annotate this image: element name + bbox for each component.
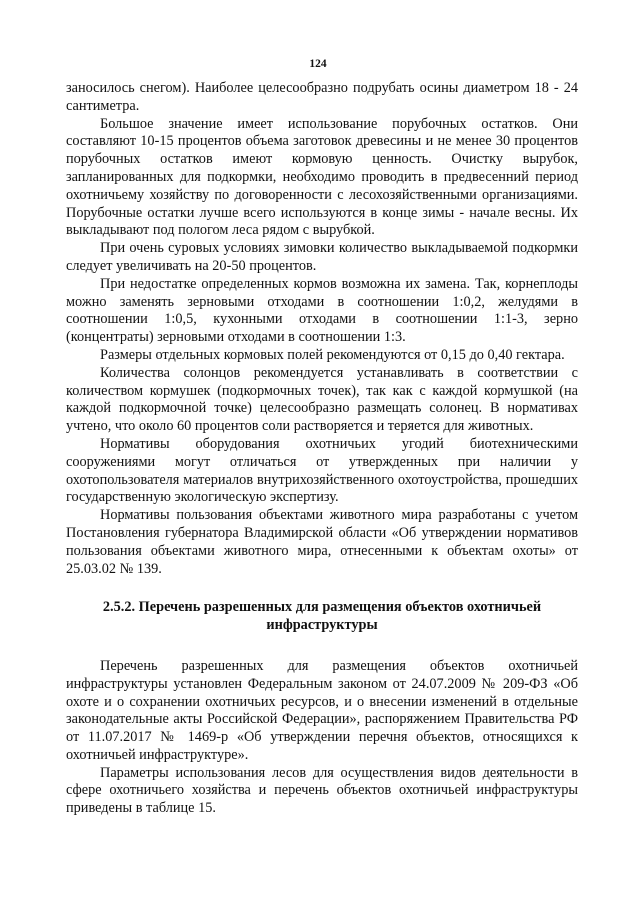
paragraph-infrastructure-list: Перечень разрешенных для размещения объектов охотничьей инфраструктуры установлен Федеральным законом от 24.07.2009 № 209-ФЗ «Об охоте и о сохранении охотничьих ресурсов, и о внесении изменений в отдельные законодательные акты Российской Федерации», распоряжением Правительства РФ от 11.07.2017 № 1469-р «Об утверждении перечня объектов, относящихся к охотничьей инфраструктуре».	[66, 657, 578, 763]
paragraph-harsh-winter: При очень суровых условиях зимовки количество выкладываемой подкормки следует увеличивать на 20-50 процентов.	[66, 240, 578, 274]
paragraph-forest-parameters: Параметры использования лесов для осуществления видов деятельности в сфере охотничьего хозяйства и перечень объектов охотничьей инфраструктуры приведены в таблице 15.	[66, 764, 578, 817]
paragraph-feed-substitution: При недостатке определенных кормов возможна их замена. Так, корнеплоды можно заменять зерновыми отходами в соотношении 1:0,2, желудями в соотношении 1:0,5, кухонными отходами в соотношении 1:1-3, зерно (концентраты) зерновыми отходами в соотношении 1:3.	[66, 275, 578, 346]
section-heading: 2.5.2. Перечень разрешенных для размещения объектов охотничьей инфраструктуры	[102, 599, 542, 634]
paragraph-feed-field-size: Размеры отдельных кормовых полей рекомендуются от 0,15 до 0,40 гектара.	[100, 346, 565, 363]
paragraph-biotechnical-norms: Нормативы оборудования охотничьих угодий биотехническими сооружениями могут отличаться от утвержденных при наличии у охотопользователя материалов внутрихозяйственного охотоустройства, прошедших государственную экологическую экспертизу.	[66, 435, 578, 506]
body-text	[66, 80, 578, 818]
paragraph-continuation: заносилось снегом). Наиболее целесообразно подрубать осины диаметром 18 - 24 сантиметра.	[66, 80, 578, 114]
paragraph-usage-norms: Нормативы пользования объектами животного мира разработаны с учетом Постановления губернатора Владимирской области «Об утверждении нормативов пользования объектами животного мира, отнесенными к объектам охоты» от 25.03.02 № 139.	[66, 507, 578, 577]
page-number: 124	[309, 58, 327, 70]
paragraph-slash-residues: Большое значение имеет использование порубочных остатков. Они составляют 10-15 процентов объема заготовок древесины и не менее 30 процентов порубочных остатков имеют кормовую ценность. Очистку вырубок, запланированных для подкормки, необходимо проводить в предвесенний период охотничьему хозяйству по договоренности с лесохозяйственными организациями. Порубочные остатки лучше всего используются в конце зимы - начале весны. Их выкладывают под пологом леса рядом с вырубкой.	[66, 115, 578, 239]
paragraph-salt-licks: Количества солонцов рекомендуется устанавливать в соответствии с количеством кормушек (подкормочных точек), так как с каждой кормушкой (на каждой подкормочной точке) целесообразно размещать солонец. В нормативах учтено, что около 60 процентов соли растворяется и теряется для животных.	[66, 364, 578, 435]
